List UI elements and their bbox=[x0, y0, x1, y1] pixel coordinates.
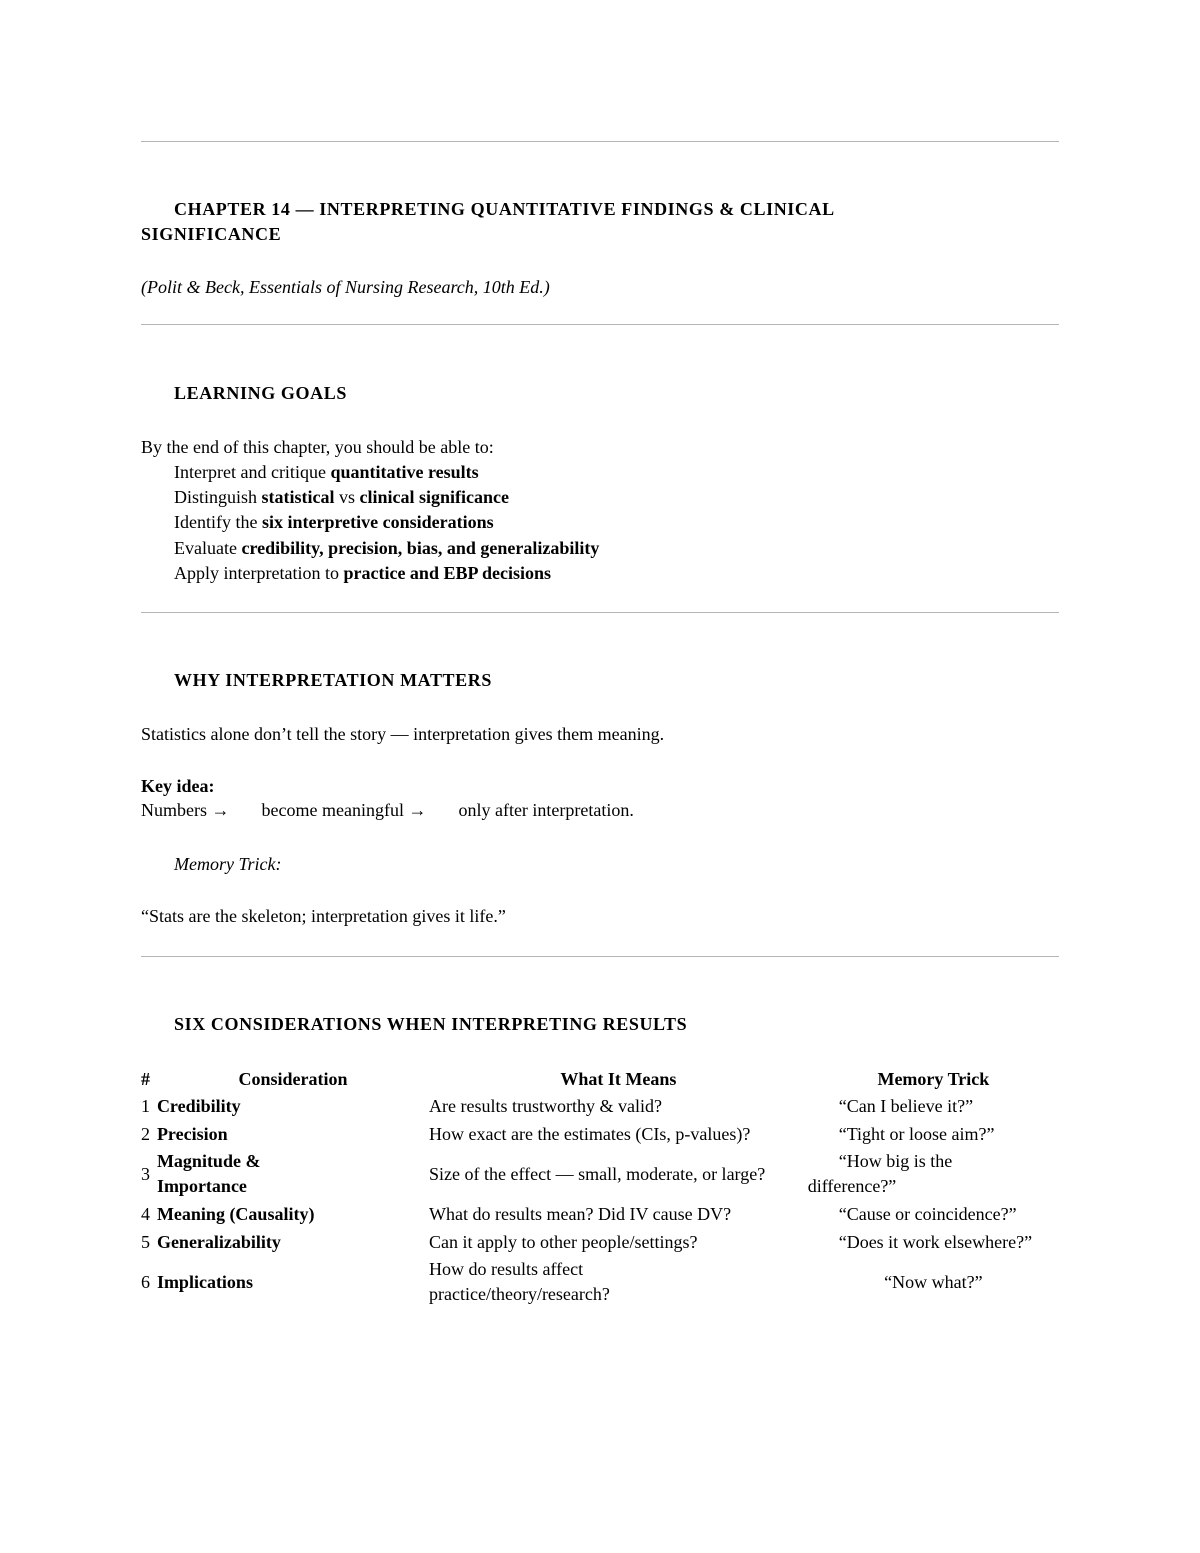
header-consideration: Consideration bbox=[238, 1068, 348, 1089]
header-trick: Memory Trick bbox=[877, 1068, 990, 1089]
table-row bbox=[141, 1200, 1059, 1228]
goal-bold-text: statistical bbox=[261, 487, 335, 507]
why-heading bbox=[141, 668, 1041, 693]
row-consideration: Credibility bbox=[156, 1095, 241, 1116]
learning-goal-item bbox=[141, 536, 599, 561]
chapter-title-line1: CHAPTER 14 — INTERPRETING QUANTITATIVE FINDINGS & CLINICAL bbox=[174, 199, 835, 219]
key-idea-label: Key idea: bbox=[141, 776, 215, 796]
key-idea-text bbox=[141, 798, 634, 823]
goal-bold-text: credibility, precision, bias, and generalizability bbox=[241, 538, 600, 558]
row-consideration: Precision bbox=[156, 1123, 228, 1144]
goal-text: Apply interpretation to bbox=[174, 563, 344, 583]
row-trick: “Tight or loose aim?” bbox=[838, 1123, 995, 1144]
horizontal-rule bbox=[141, 324, 1059, 325]
considerations-table bbox=[141, 1066, 1059, 1308]
memory-trick-label: Memory Trick: bbox=[174, 854, 282, 874]
key-idea-part: become meaningful → bbox=[261, 800, 427, 820]
header-num: # bbox=[141, 1068, 150, 1089]
row-trick: “Can I believe it?” bbox=[838, 1095, 974, 1116]
chapter-title-line2: SIGNIFICANCE bbox=[141, 224, 282, 244]
key-idea-part: Numbers → bbox=[141, 800, 230, 820]
row-num: 2 bbox=[141, 1123, 150, 1144]
key-idea-part: only after interpretation. bbox=[458, 800, 634, 820]
row-num: 4 bbox=[141, 1203, 150, 1224]
goal-bold-text: clinical significance bbox=[359, 487, 509, 507]
row-means: What do results mean? Did IV cause DV? bbox=[429, 1203, 732, 1224]
row-means: Size of the effect — small, moderate, or large? bbox=[429, 1163, 766, 1184]
learning-goal-item bbox=[141, 561, 551, 586]
table-header-row bbox=[141, 1066, 1059, 1092]
table-row bbox=[141, 1092, 1059, 1120]
learning-goals-heading-text: LEARNING GOALS bbox=[174, 383, 347, 403]
memory-trick-quote: “Stats are the skeleton; interpretation gives it life.” bbox=[141, 906, 506, 926]
row-trick: “How big is the difference?” bbox=[807, 1151, 953, 1196]
goal-text: Distinguish bbox=[174, 487, 262, 507]
row-means: How do results affect practice/theory/research? bbox=[429, 1259, 610, 1304]
six-heading bbox=[141, 1012, 1041, 1037]
table-row bbox=[141, 1148, 1059, 1200]
row-means: How exact are the estimates (CIs, p-values)? bbox=[429, 1123, 751, 1144]
row-means: Are results trustworthy & valid? bbox=[429, 1095, 662, 1116]
goal-bold-text: practice and EBP decisions bbox=[343, 563, 551, 583]
table-row bbox=[141, 1256, 1059, 1308]
table-row bbox=[141, 1120, 1059, 1148]
row-means: Can it apply to other people/settings? bbox=[429, 1231, 698, 1252]
goal-text: Identify the bbox=[174, 512, 262, 532]
goal-bold-text: six interpretive considerations bbox=[261, 512, 494, 532]
chapter-title bbox=[141, 197, 1041, 247]
goal-text: Evaluate bbox=[174, 538, 242, 558]
row-trick: “Cause or coincidence?” bbox=[838, 1203, 1017, 1224]
table-row bbox=[141, 1228, 1059, 1256]
chapter-source: (Polit & Beck, Essentials of Nursing Research, 10th Ed.) bbox=[141, 277, 550, 297]
why-statement: Statistics alone don’t tell the story — interpretation gives them meaning. bbox=[141, 724, 665, 744]
row-num: 6 bbox=[141, 1271, 150, 1292]
row-consideration: Implications bbox=[156, 1271, 253, 1292]
goal-text: vs bbox=[334, 487, 360, 507]
row-num: 1 bbox=[141, 1095, 150, 1116]
learning-goals-heading bbox=[141, 381, 1041, 406]
row-consideration: Generalizability bbox=[156, 1231, 281, 1252]
header-means: What It Means bbox=[560, 1068, 677, 1089]
horizontal-rule bbox=[141, 141, 1059, 142]
six-heading-text: SIX CONSIDERATIONS WHEN INTERPRETING RESULTS bbox=[174, 1014, 688, 1034]
row-consideration: Meaning (Causality) bbox=[156, 1203, 315, 1224]
goal-bold-text: quantitative results bbox=[330, 462, 479, 482]
learning-goals-intro: By the end of this chapter, you should be able to: bbox=[141, 437, 494, 457]
horizontal-rule bbox=[141, 612, 1059, 613]
horizontal-rule bbox=[141, 956, 1059, 957]
learning-goal-item bbox=[141, 460, 479, 485]
row-num: 3 bbox=[141, 1163, 150, 1184]
learning-goal-item bbox=[141, 485, 509, 510]
row-trick: “Now what?” bbox=[884, 1271, 983, 1292]
goal-text: Interpret and critique bbox=[174, 462, 331, 482]
why-heading-text: WHY INTERPRETATION MATTERS bbox=[174, 670, 492, 690]
learning-goal-item bbox=[141, 510, 494, 535]
row-consideration: Magnitude & Importance bbox=[156, 1151, 261, 1196]
row-trick: “Does it work elsewhere?” bbox=[838, 1231, 1033, 1252]
row-num: 5 bbox=[141, 1231, 150, 1252]
